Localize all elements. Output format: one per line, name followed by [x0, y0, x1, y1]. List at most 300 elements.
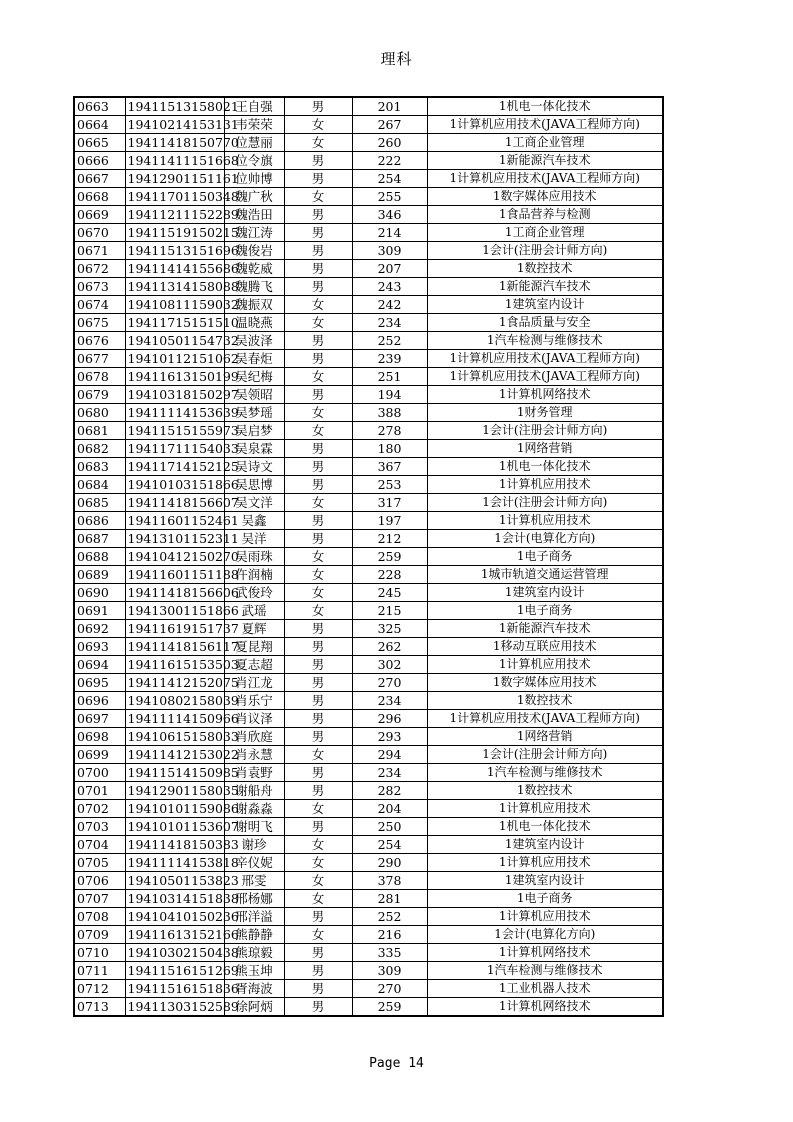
score-cell: 302: [352, 656, 427, 674]
exam-id-cell: 19410314151838: [125, 890, 224, 908]
name-cell: 吴春炬: [224, 350, 284, 368]
gender-cell: 男: [284, 512, 352, 530]
score-cell: 367: [352, 458, 427, 476]
gender-cell: 男: [284, 530, 352, 548]
table-row: [74, 170, 663, 188]
seq-cell: 0687: [74, 530, 125, 548]
score-cell: 216: [352, 926, 427, 944]
exam-id-cell: 19411418150770: [125, 134, 224, 152]
name-cell: 吴鑫: [224, 512, 284, 530]
gender-cell: 女: [284, 890, 352, 908]
exam-id-cell: 19411412152075: [125, 674, 224, 692]
score-cell: 228: [352, 566, 427, 584]
seq-cell: 0692: [74, 620, 125, 638]
name-cell: 武俊玲: [224, 584, 284, 602]
seq-cell: 0708: [74, 908, 125, 926]
gender-cell: 男: [284, 728, 352, 746]
gender-cell: 男: [284, 656, 352, 674]
seq-cell: 0668: [74, 188, 125, 206]
exam-id-cell: 19410501153823: [125, 872, 224, 890]
name-cell: 吴泉霖: [224, 440, 284, 458]
table-row: [74, 926, 663, 944]
seq-cell: 0697: [74, 710, 125, 728]
gender-cell: 女: [284, 854, 352, 872]
name-cell: 熊琼毅: [224, 944, 284, 962]
seq-cell: 0675: [74, 314, 125, 332]
admission-table: [73, 96, 664, 1017]
name-cell: 吴波泽: [224, 332, 284, 350]
score-cell: 309: [352, 242, 427, 260]
gender-cell: 女: [284, 296, 352, 314]
seq-cell: 0711: [74, 962, 125, 980]
score-cell: 251: [352, 368, 427, 386]
exam-id-cell: 19411516151269: [125, 962, 224, 980]
score-cell: 378: [352, 872, 427, 890]
table-row: [74, 566, 663, 584]
name-cell: 吴思博: [224, 476, 284, 494]
exam-id-cell: 19411714152125: [125, 458, 224, 476]
score-cell: 290: [352, 854, 427, 872]
exam-id-cell: 19411418156607: [125, 494, 224, 512]
exam-id-cell: 19411114153818: [125, 854, 224, 872]
score-cell: 335: [352, 944, 427, 962]
major-cell: 1食品营养与检测: [427, 206, 663, 224]
name-cell: 夏昆翔: [224, 638, 284, 656]
major-cell: 1汽车检测与维修技术: [427, 962, 663, 980]
gender-cell: 男: [284, 440, 352, 458]
exam-id-cell: 19412901151161: [125, 170, 224, 188]
table-row: [74, 584, 663, 602]
gender-cell: 男: [284, 278, 352, 296]
major-cell: 1计算机应用技术: [427, 908, 663, 926]
gender-cell: 女: [284, 872, 352, 890]
major-cell: 1数控技术: [427, 260, 663, 278]
table-row: [74, 206, 663, 224]
name-cell: 谢明飞: [224, 818, 284, 836]
score-cell: 346: [352, 206, 427, 224]
major-cell: 1计算机应用技术(JAVA工程师方向): [427, 170, 663, 188]
gender-cell: 男: [284, 908, 352, 926]
table-row: [74, 458, 663, 476]
major-cell: 1工业机器人技术: [427, 980, 663, 998]
score-cell: 252: [352, 908, 427, 926]
seq-cell: 0669: [74, 206, 125, 224]
exam-id-cell: 19413001151866: [125, 602, 224, 620]
score-cell: 388: [352, 404, 427, 422]
seq-cell: 0676: [74, 332, 125, 350]
exam-id-cell: 19411412153022: [125, 746, 224, 764]
seq-cell: 0664: [74, 116, 125, 134]
name-cell: 肖永慧: [224, 746, 284, 764]
major-cell: 1财务管理: [427, 404, 663, 422]
table-row: [74, 548, 663, 566]
gender-cell: 男: [284, 620, 352, 638]
gender-cell: 男: [284, 386, 352, 404]
major-cell: 1食品质量与安全: [427, 314, 663, 332]
gender-cell: 男: [284, 998, 352, 1017]
exam-id-cell: 19411701150348: [125, 188, 224, 206]
seq-cell: 0713: [74, 998, 125, 1017]
exam-id-cell: 19410302150438: [125, 944, 224, 962]
score-cell: 259: [352, 998, 427, 1017]
seq-cell: 0694: [74, 656, 125, 674]
score-cell: 260: [352, 134, 427, 152]
exam-id-cell: 19411711154033: [125, 440, 224, 458]
table-row: [74, 242, 663, 260]
exam-id-cell: 19411414155686: [125, 260, 224, 278]
table-row: [74, 638, 663, 656]
exam-id-cell: 19410214153131: [125, 116, 224, 134]
major-cell: 1建筑室内设计: [427, 296, 663, 314]
score-cell: 194: [352, 386, 427, 404]
table-row: [74, 404, 663, 422]
name-cell: 温晓燕: [224, 314, 284, 332]
seq-cell: 0691: [74, 602, 125, 620]
score-cell: 259: [352, 548, 427, 566]
score-cell: 282: [352, 782, 427, 800]
table-row: [74, 782, 663, 800]
score-cell: 254: [352, 170, 427, 188]
exam-id-cell: 19410410150236: [125, 908, 224, 926]
seq-cell: 0698: [74, 728, 125, 746]
table-row: [74, 998, 663, 1017]
score-cell: 197: [352, 512, 427, 530]
major-cell: 1网络营销: [427, 440, 663, 458]
major-cell: 1电子商务: [427, 602, 663, 620]
seq-cell: 0709: [74, 926, 125, 944]
gender-cell: 女: [284, 314, 352, 332]
major-cell: 1建筑室内设计: [427, 836, 663, 854]
table-row: [74, 656, 663, 674]
exam-id-cell: 19411314158088: [125, 278, 224, 296]
score-cell: 234: [352, 764, 427, 782]
exam-id-cell: 19411515155973: [125, 422, 224, 440]
major-cell: 1计算机网络技术: [427, 386, 663, 404]
table-row: [74, 260, 663, 278]
name-cell: 魏浩田: [224, 206, 284, 224]
table-row: [74, 800, 663, 818]
major-cell: 1计算机应用技术: [427, 512, 663, 530]
table-row: [74, 764, 663, 782]
major-cell: 1建筑室内设计: [427, 584, 663, 602]
seq-cell: 0681: [74, 422, 125, 440]
major-cell: 1新能源汽车技术: [427, 152, 663, 170]
name-cell: 肖乐宁: [224, 692, 284, 710]
page-title: 理科: [380, 50, 413, 68]
major-cell: 1建筑室内设计: [427, 872, 663, 890]
score-cell: 234: [352, 692, 427, 710]
gender-cell: 男: [284, 782, 352, 800]
name-cell: 魏振双: [224, 296, 284, 314]
name-cell: 胥海波: [224, 980, 284, 998]
table-row: [74, 818, 663, 836]
major-cell: 1数字媒体应用技术: [427, 188, 663, 206]
table-row: [74, 332, 663, 350]
table-row: [74, 314, 663, 332]
exam-id-cell: 19410101159086: [125, 800, 224, 818]
major-cell: 1数控技术: [427, 692, 663, 710]
table-row: [74, 152, 663, 170]
name-cell: 谢珍: [224, 836, 284, 854]
seq-cell: 0680: [74, 404, 125, 422]
score-cell: 212: [352, 530, 427, 548]
table-row: [74, 620, 663, 638]
table-row: [74, 854, 663, 872]
seq-cell: 0678: [74, 368, 125, 386]
seq-cell: 0688: [74, 548, 125, 566]
exam-id-cell: 19411514150985: [125, 764, 224, 782]
seq-cell: 0685: [74, 494, 125, 512]
name-cell: 吴诗文: [224, 458, 284, 476]
exam-id-cell: 19411615153503: [125, 656, 224, 674]
name-cell: 邢雯: [224, 872, 284, 890]
score-cell: 270: [352, 674, 427, 692]
seq-cell: 0695: [74, 674, 125, 692]
major-cell: 1机电一体化技术: [427, 818, 663, 836]
gender-cell: 男: [284, 350, 352, 368]
table-row: [74, 746, 663, 764]
gender-cell: 男: [284, 710, 352, 728]
exam-id-cell: 19412901158035: [125, 782, 224, 800]
seq-cell: 0672: [74, 260, 125, 278]
major-cell: 1城市轨道交通运营管理: [427, 566, 663, 584]
seq-cell: 0677: [74, 350, 125, 368]
major-cell: 1汽车检测与维修技术: [427, 764, 663, 782]
gender-cell: 女: [284, 188, 352, 206]
major-cell: 1机电一体化技术: [427, 97, 663, 116]
gender-cell: 女: [284, 116, 352, 134]
score-cell: 317: [352, 494, 427, 512]
score-cell: 253: [352, 476, 427, 494]
major-cell: 1计算机应用技术: [427, 800, 663, 818]
table-row: [74, 962, 663, 980]
major-cell: 1会计(注册会计师方向): [427, 746, 663, 764]
score-cell: 293: [352, 728, 427, 746]
score-cell: 270: [352, 980, 427, 998]
exam-id-cell: 19410811159032: [125, 296, 224, 314]
major-cell: 1计算机应用技术(JAVA工程师方向): [427, 116, 663, 134]
seq-cell: 0693: [74, 638, 125, 656]
major-cell: 1计算机网络技术: [427, 998, 663, 1017]
exam-id-cell: 19411715151510: [125, 314, 224, 332]
table-row: [74, 728, 663, 746]
table-row: [74, 944, 663, 962]
exam-id-cell: 19410112151062: [125, 350, 224, 368]
table-row: [74, 836, 663, 854]
table-row: [74, 116, 663, 134]
name-cell: 肖江龙: [224, 674, 284, 692]
seq-cell: 0686: [74, 512, 125, 530]
name-cell: 熊静静: [224, 926, 284, 944]
exam-id-cell: 19411418156117: [125, 638, 224, 656]
name-cell: 吴纪梅: [224, 368, 284, 386]
exam-id-cell: 19411114153639: [125, 404, 224, 422]
seq-cell: 0683: [74, 458, 125, 476]
table-row: [74, 278, 663, 296]
exam-id-cell: 19411418156606: [125, 584, 224, 602]
exam-id-cell: 19410318150297: [125, 386, 224, 404]
table-row: [74, 134, 663, 152]
gender-cell: 女: [284, 368, 352, 386]
exam-id-cell: 19410802158039: [125, 692, 224, 710]
name-cell: 魏乾威: [224, 260, 284, 278]
name-cell: 肖袁野: [224, 764, 284, 782]
name-cell: 武瑶: [224, 602, 284, 620]
seq-cell: 0689: [74, 566, 125, 584]
name-cell: 仵润楠: [224, 566, 284, 584]
gender-cell: 男: [284, 458, 352, 476]
major-cell: 1会计(电算化方向): [427, 530, 663, 548]
major-cell: 1计算机应用技术(JAVA工程师方向): [427, 710, 663, 728]
name-cell: 吴领昭: [224, 386, 284, 404]
gender-cell: 女: [284, 422, 352, 440]
name-cell: 位帅博: [224, 170, 284, 188]
exam-id-cell: 19411411151668: [125, 152, 224, 170]
major-cell: 1计算机应用技术(JAVA工程师方向): [427, 368, 663, 386]
score-cell: 294: [352, 746, 427, 764]
score-cell: 215: [352, 602, 427, 620]
score-cell: 204: [352, 800, 427, 818]
score-cell: 222: [352, 152, 427, 170]
name-cell: 吴启梦: [224, 422, 284, 440]
seq-cell: 0699: [74, 746, 125, 764]
exam-id-cell: 19411513158021: [125, 97, 224, 116]
exam-id-cell: 19410501154732: [125, 332, 224, 350]
seq-cell: 0704: [74, 836, 125, 854]
gender-cell: 女: [284, 548, 352, 566]
seq-cell: 0679: [74, 386, 125, 404]
gender-cell: 男: [284, 980, 352, 998]
name-cell: 肖议泽: [224, 710, 284, 728]
name-cell: 王自强: [224, 97, 284, 116]
score-cell: 180: [352, 440, 427, 458]
name-cell: 魏腾飞: [224, 278, 284, 296]
seq-cell: 0702: [74, 800, 125, 818]
name-cell: 辛仪妮: [224, 854, 284, 872]
table-row: [74, 980, 663, 998]
table-row: [74, 476, 663, 494]
table-row: [74, 872, 663, 890]
seq-cell: 0684: [74, 476, 125, 494]
name-cell: 吴雨珠: [224, 548, 284, 566]
table-row: [74, 224, 663, 242]
major-cell: 1移动互联应用技术: [427, 638, 663, 656]
table-row: [74, 512, 663, 530]
table-row: [74, 97, 663, 116]
table-row: [74, 350, 663, 368]
gender-cell: 男: [284, 332, 352, 350]
seq-cell: 0665: [74, 134, 125, 152]
seq-cell: 0671: [74, 242, 125, 260]
gender-cell: 男: [284, 97, 352, 116]
gender-cell: 女: [284, 404, 352, 422]
name-cell: 位令旗: [224, 152, 284, 170]
table-row: [74, 440, 663, 458]
score-cell: 252: [352, 332, 427, 350]
seq-cell: 0705: [74, 854, 125, 872]
score-cell: 254: [352, 836, 427, 854]
exam-id-cell: 19411601152461: [125, 512, 224, 530]
table-row: [74, 602, 663, 620]
score-cell: 243: [352, 278, 427, 296]
major-cell: 1工商企业管理: [427, 134, 663, 152]
exam-id-cell: 19413101152311: [125, 530, 224, 548]
major-cell: 1新能源汽车技术: [427, 620, 663, 638]
exam-id-cell: 19411519150215: [125, 224, 224, 242]
name-cell: 韦荣荣: [224, 116, 284, 134]
gender-cell: 男: [284, 152, 352, 170]
name-cell: 谢船舟: [224, 782, 284, 800]
seq-cell: 0701: [74, 782, 125, 800]
gender-cell: 女: [284, 926, 352, 944]
score-cell: 250: [352, 818, 427, 836]
gender-cell: 男: [284, 170, 352, 188]
gender-cell: 男: [284, 962, 352, 980]
name-cell: 位慧丽: [224, 134, 284, 152]
gender-cell: 女: [284, 566, 352, 584]
table-row: [74, 530, 663, 548]
seq-cell: 0690: [74, 584, 125, 602]
seq-cell: 0667: [74, 170, 125, 188]
exam-id-cell: 19411601151188: [125, 566, 224, 584]
major-cell: 1数字媒体应用技术: [427, 674, 663, 692]
major-cell: 1会计(注册会计师方向): [427, 494, 663, 512]
major-cell: 1数控技术: [427, 782, 663, 800]
exam-id-cell: 19410101153607: [125, 818, 224, 836]
score-cell: 239: [352, 350, 427, 368]
gender-cell: 女: [284, 602, 352, 620]
exam-id-cell: 19411211152289: [125, 206, 224, 224]
gender-cell: 女: [284, 584, 352, 602]
admission-table-body: [74, 97, 663, 1016]
major-cell: 1计算机应用技术(JAVA工程师方向): [427, 350, 663, 368]
gender-cell: 男: [284, 206, 352, 224]
score-cell: 207: [352, 260, 427, 278]
major-cell: 1计算机应用技术: [427, 854, 663, 872]
exam-id-cell: 19411613150199: [125, 368, 224, 386]
exam-id-cell: 19410615158033: [125, 728, 224, 746]
name-cell: 吴文洋: [224, 494, 284, 512]
score-cell: 242: [352, 296, 427, 314]
score-cell: 262: [352, 638, 427, 656]
score-cell: 245: [352, 584, 427, 602]
table-row: [74, 890, 663, 908]
page-number: Page 14: [369, 1056, 424, 1071]
name-cell: 魏俊岩: [224, 242, 284, 260]
name-cell: 邢杨娜: [224, 890, 284, 908]
name-cell: 邢洋溢: [224, 908, 284, 926]
exam-id-cell: 19410103151866: [125, 476, 224, 494]
seq-cell: 0707: [74, 890, 125, 908]
gender-cell: 男: [284, 242, 352, 260]
seq-cell: 0682: [74, 440, 125, 458]
gender-cell: 男: [284, 674, 352, 692]
major-cell: 1汽车检测与维修技术: [427, 332, 663, 350]
major-cell: 1计算机应用技术: [427, 476, 663, 494]
gender-cell: 女: [284, 134, 352, 152]
exam-id-cell: 19410412150270: [125, 548, 224, 566]
table-row: [74, 908, 663, 926]
seq-cell: 0703: [74, 818, 125, 836]
name-cell: 魏江涛: [224, 224, 284, 242]
score-cell: 325: [352, 620, 427, 638]
score-cell: 255: [352, 188, 427, 206]
table-row: [74, 386, 663, 404]
gender-cell: 男: [284, 224, 352, 242]
gender-cell: 男: [284, 764, 352, 782]
table-row: [74, 710, 663, 728]
gender-cell: 女: [284, 836, 352, 854]
